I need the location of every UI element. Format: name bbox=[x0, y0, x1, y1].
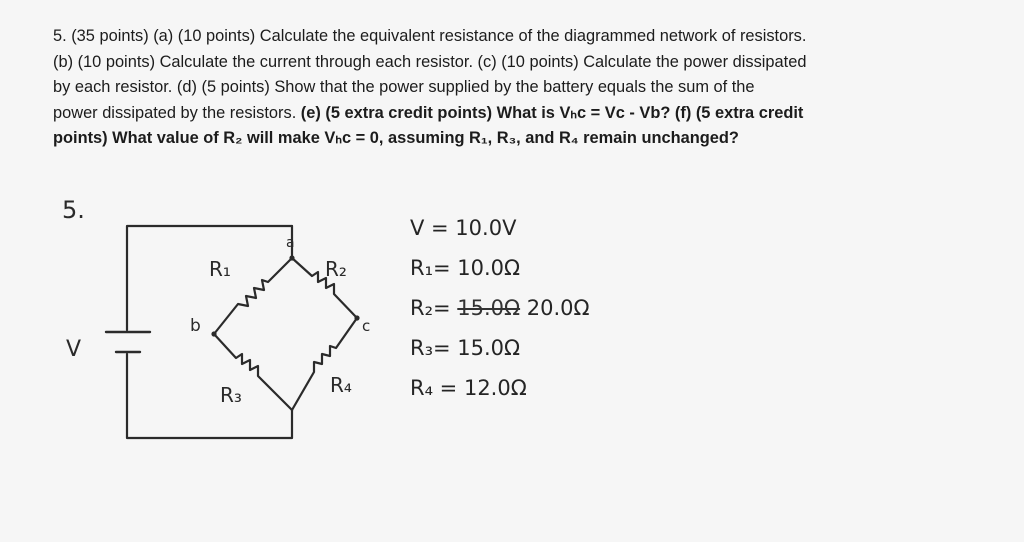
value-r3: R₃= 15.0Ω bbox=[410, 336, 521, 360]
node-c-dot bbox=[354, 315, 359, 320]
r4-label: R₄ bbox=[330, 373, 352, 397]
node-b-label: b bbox=[190, 316, 201, 336]
value-r2 bbox=[410, 288, 590, 328]
value-r2-prefix: R₂= bbox=[410, 296, 458, 320]
value-r4: R₄ = 12.0Ω bbox=[410, 376, 527, 400]
question-part-e: (e) (5 extra credit points) What is Vₕc = Vc - Vb? (f) (5 extra credit bbox=[300, 103, 804, 122]
node-c-label: c bbox=[362, 317, 371, 335]
node-a-label: a bbox=[286, 235, 295, 251]
r3-label: R₃ bbox=[220, 383, 242, 407]
node-a-dot bbox=[289, 255, 294, 260]
r1-label: R₁ bbox=[209, 257, 231, 281]
bottom-wire bbox=[127, 354, 292, 438]
question-line-2: (b) (10 points) Calculate the current through each resistor. (c) (10 points) Calculate the power dissipated bbox=[53, 52, 807, 71]
question-line-3: by each resistor. (d) (5 points) Show that the power supplied by the battery equals the sum of the bbox=[53, 78, 755, 96]
problem-number: 5. bbox=[62, 196, 85, 224]
battery-label: V bbox=[66, 337, 82, 362]
given-values bbox=[410, 208, 590, 408]
value-r2-struck: 15.0Ω bbox=[457, 296, 521, 320]
value-r2-corrected: 20.0Ω bbox=[520, 296, 590, 320]
value-voltage: V = 10.0V bbox=[410, 216, 517, 240]
question-line-1: 5. (35 points) (a) (10 points) Calculate the equivalent resistance of the diagrammed network of resistors. bbox=[53, 27, 807, 45]
question-line-4-normal: power dissipated by the resistors. bbox=[53, 103, 301, 122]
r2-label: R₂ bbox=[325, 257, 347, 281]
node-b-dot bbox=[211, 331, 216, 336]
question-part-f: points) What value of R₂ will make Vₕc = 0, assuming R₁, R₃, and R₄ remain unchanged? bbox=[53, 129, 739, 147]
value-r1: R₁= 10.0Ω bbox=[410, 256, 521, 280]
